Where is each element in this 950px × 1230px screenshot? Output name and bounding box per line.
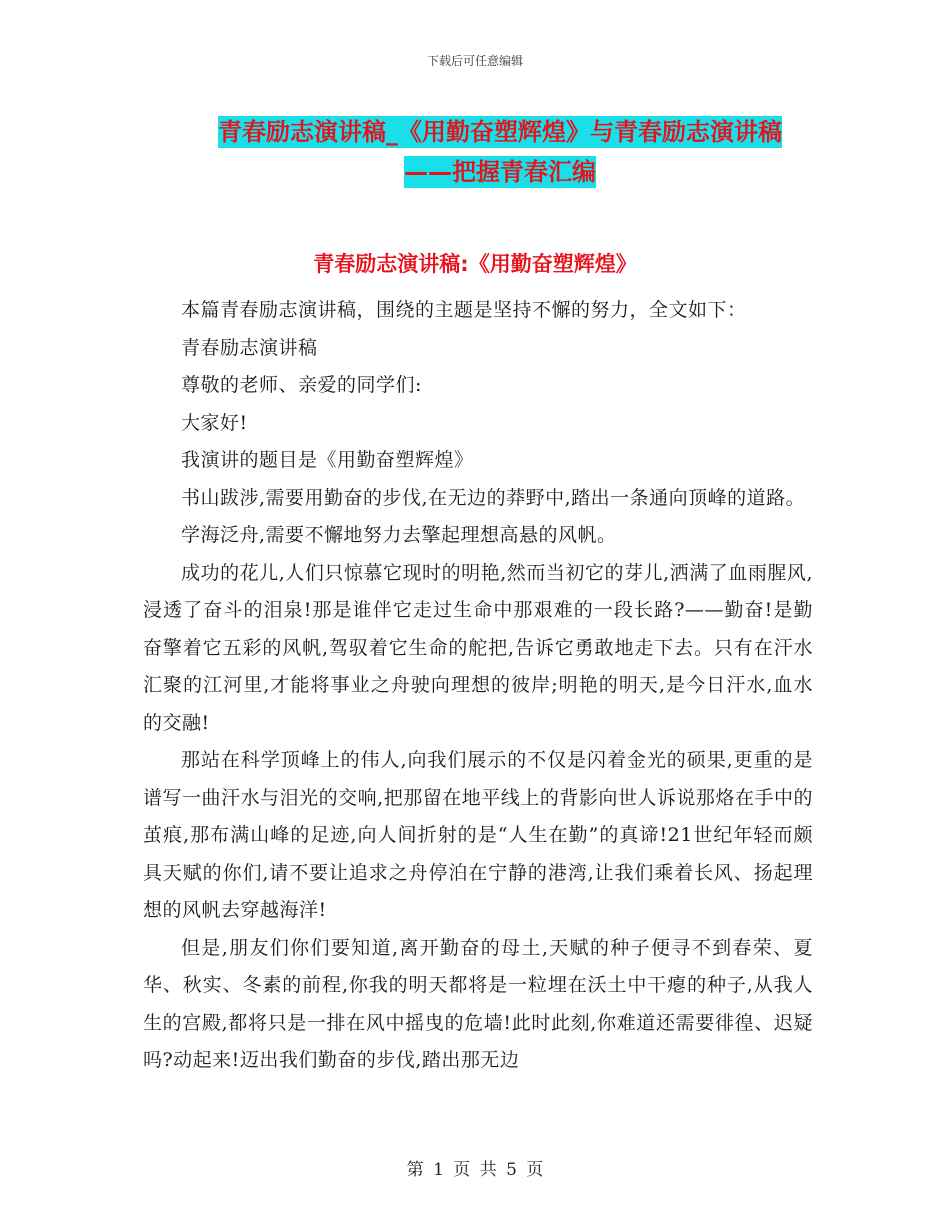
paragraph: 但是,朋友们你们要知道,离开勤奋的母土,天赋的种子便寻不到春荣、夏华、秋实、冬素的前程,你我的明天都将是一粒埋在沃土中干瘪的种子,从我人生的宫殿,都将只是一排在风中摇曳的危墙!此时此刻,你难道还需要徘徨、迟疑吗?动起来!迈出我们勤奋的步伐,踏出那无边 bbox=[143, 936, 813, 1071]
document-body bbox=[143, 292, 813, 1080]
paragraph: 学海泛舟,需要不懈地努力去擎起理想高悬的风帆。 bbox=[181, 524, 617, 546]
page-number-footer: 第 1 页 共 5 页 bbox=[406, 1160, 544, 1180]
document-title-line-2: ——把握青春汇编 bbox=[404, 158, 596, 186]
paragraph: 尊敬的老师、亲爱的同学们: bbox=[181, 374, 422, 396]
paragraph: 青春励志演讲稿 bbox=[181, 336, 318, 359]
paragraph: 成功的花儿,人们只惊慕它现时的明艳,然而当初它的芽儿,洒满了血雨腥风,浸透了奋斗的泪泉!那是谁伴它走过生命中那艰难的一段长路?——勤奋!是勤奋擎着它五彩的风帆,驾驭着它生命的舵把,告诉它勇敢地走下去。只有在汗水汇聚的江河里,才能将事业之舟驶向理想的彼岸;明艳的明天,是今日汗水,血水的交融! bbox=[143, 561, 813, 734]
paragraph: 那站在科学顶峰上的伟人,向我们展示的不仅是闪着金光的硕果,更重的是谱写一曲汗水与泪光的交响,把那留在地平线上的背影向世人诉说那烙在手中的茧痕,那布满山峰的足迹,向人间折射的是“人生在勤”的真谛!21世纪年轻而颇具天赋的你们,请不要让追求之舟停泊在宁静的港湾,让我们乘着长风、扬起理想的风帆去穿越海洋! bbox=[143, 749, 813, 921]
section-title: 青春励志演讲稿:《用勤奋塑辉煌》 bbox=[313, 252, 637, 276]
paragraph: 书山跋涉,需要用勤奋的步伐,在无边的莽野中,踏出一条通向顶峰的道路。 bbox=[181, 486, 806, 509]
document-title-line-1: 青春励志演讲稿_《用勤奋塑辉煌》与青春励志演讲稿 bbox=[218, 118, 782, 146]
paragraph: 本篇青春励志演讲稿，围绕的主题是坚持不懈的努力，全文如下： bbox=[181, 299, 747, 321]
paragraph: 大家好! bbox=[181, 411, 248, 434]
page-header-note: 下载后可任意编辑 bbox=[426, 54, 523, 68]
document-title bbox=[120, 112, 880, 192]
paragraph: 我演讲的题目是《用勤奋塑辉煌》 bbox=[181, 449, 474, 471]
